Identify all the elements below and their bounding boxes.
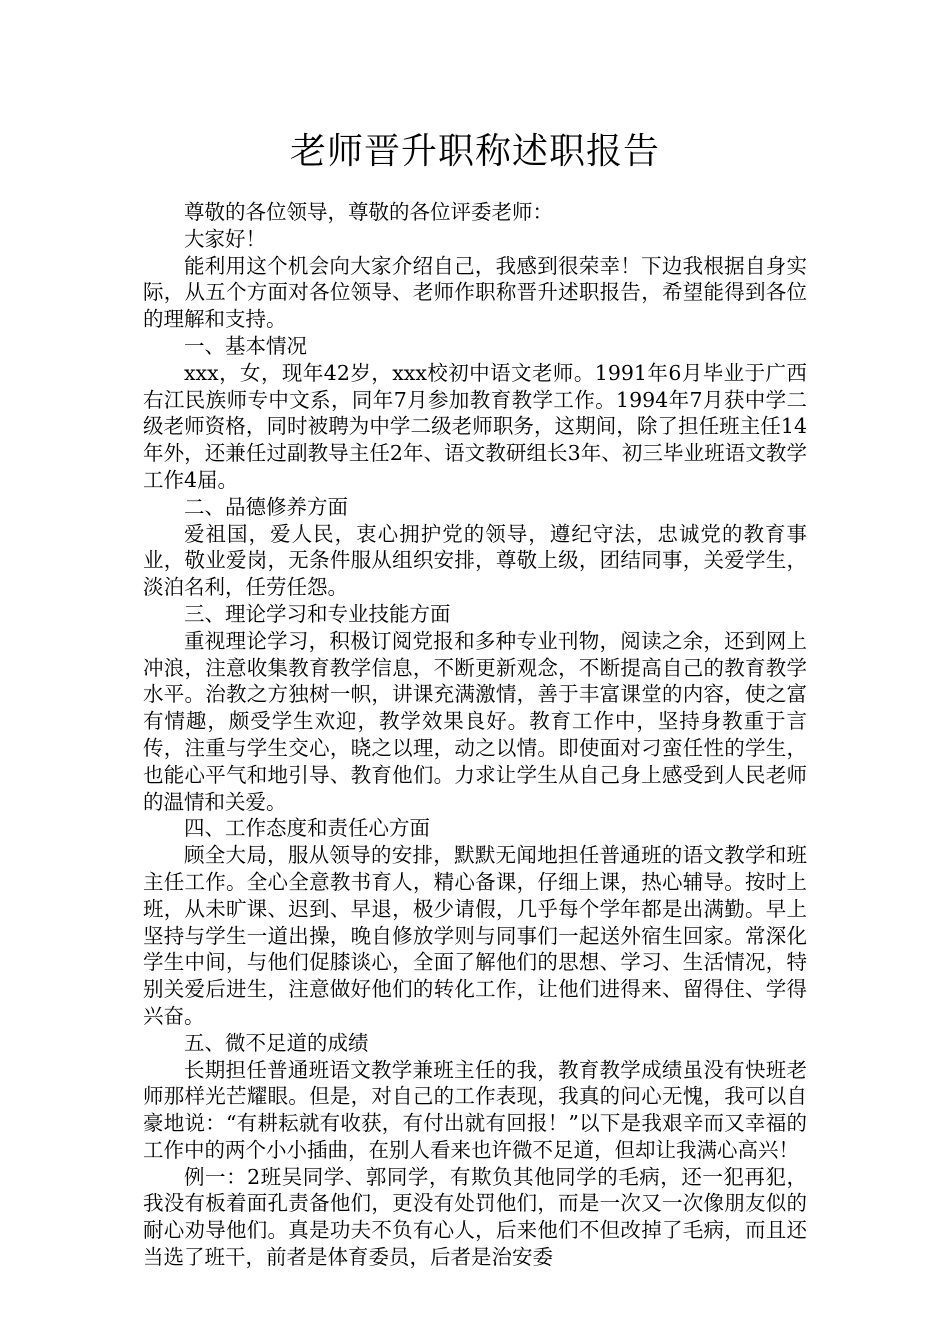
salutation: 尊敬的各位领导，尊敬的各位评委老师：	[184, 200, 553, 224]
section-heading-achievements: 五、微不足道的成绩	[184, 1030, 369, 1055]
section-heading-morality: 二、品德修养方面	[184, 494, 348, 519]
greeting: 大家好！	[184, 226, 266, 251]
document-title: 老师晋升职称述职报告	[289, 131, 660, 172]
work-attitude-paragraph: 顾全大局，服从领导的安排，默默无闻地担任普通班的语文教学和班主任工作。全心全意教书育人，精心备课，仔细上课，热心辅导。按时上班，从未旷课、迟到、早退，极少请假，几乎每个学年都是出满勤。早上坚持与学生一道出操，晚自修放学则与同事们一起送外宿生回家。常深化学生中间，与他们促膝谈心，全面了解他们的思想、学习、生活情况，特别关爱后进生，注意做好他们的转化工作，让他们进得来、留得住、学得兴奋。	[143, 843, 807, 1028]
example-one-paragraph: 例一：2班吴同学、郭同学，有欺负其他同学的毛病，还一犯再犯，我没有板着面孔责备他们，更没有处罚他们，而是一次又一次像朋友似的耐心劝导他们。真是功夫不负有心人，后来他们不但改掉了毛病，而且还当选了班干，前者是体育委员，后者是治安委	[143, 1164, 807, 1270]
basic-info-paragraph: xxx，女，现年42岁，xxx校初中语文老师。1991年6月毕业于广西右江民族师专中文系，同年7月参加教育教学工作。1994年7月获中学二级老师资格，同时被聘为中学二级老师职务，这期间，除了担任班主任14年外，还兼任过副教导主任2年、语文教研组长3年、初三毕业班语文教学工作4届。	[143, 360, 807, 492]
achievements-paragraph: 长期担任普通班语文教学兼班主任的我，教育教学成绩虽没有快班老师那样光芒耀眼。但是，对自己的工作表现，我真的问心无愧，我可以自豪地说：“有耕耘就有收获，有付出就有回报！”以下是我艰辛而又幸福的工作中的两个小小插曲，在别人看来也许微不足道，但却让我满心高兴！	[143, 1057, 807, 1162]
intro-paragraph: 能利用这个机会向大家介绍自己，我感到很荣幸！下边我根据自身实际，从五个方面对各位领导、老师作职称晋升述职报告，希望能得到各位的理解和支持。	[143, 253, 807, 332]
section-heading-basic-info: 一、基本情况	[184, 333, 307, 358]
section-heading-study-skills: 三、理论学习和专业技能方面	[184, 601, 451, 626]
document-body	[143, 199, 807, 1271]
study-skills-paragraph: 重视理论学习，积极订阅党报和多种专业刊物，阅读之余，还到网上冲浪，注意收集教育教学信息，不断更新观念，不断提高自己的教育教学水平。治教之方独树一帜，讲课充满激情，善于丰富课堂的内容，使之富有情趣，颇受学生欢迎，教学效果良好。教育工作中，坚持身教重于言传，注重与学生交心，晓之以理，动之以情。即使面对刁蛮任性的学生，也能心平气和地引导、教育他们。力求让学生从自己身上感受到人民老师的温情和关爱。	[143, 628, 807, 814]
morality-paragraph: 爱祖国，爱人民，衷心拥护党的领导，遵纪守法，忠诚党的教育事业，敬业爱岗，无条件服从组织安排，尊敬上级，团结同事，关爱学生，淡泊名利，任劳任怨。	[143, 521, 807, 600]
section-heading-work-attitude: 四、工作态度和责任心方面	[184, 816, 430, 841]
